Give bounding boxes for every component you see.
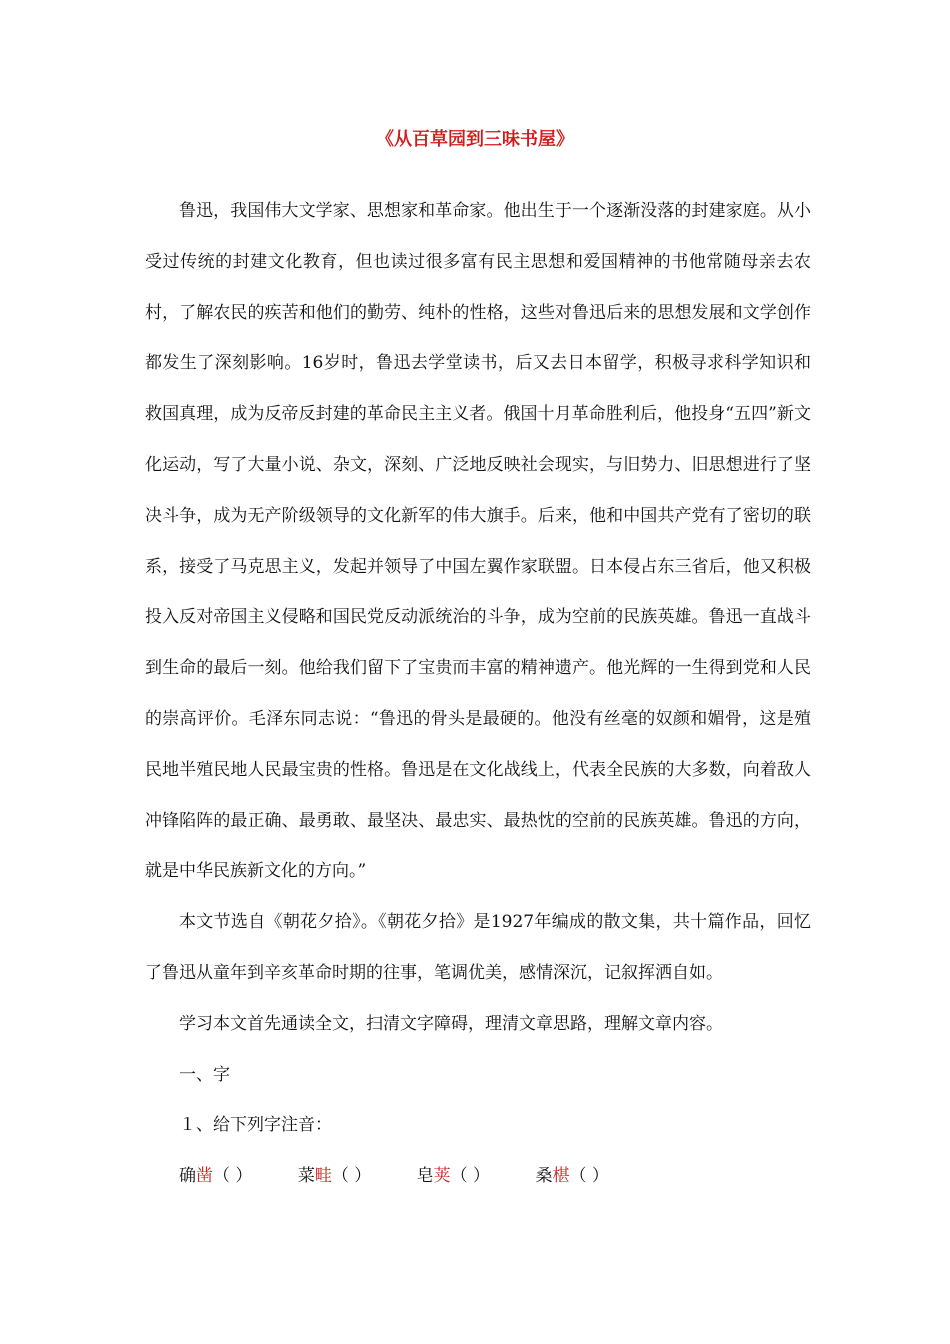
paragraph-author-bio: 鲁迅，我国伟大文学家、思想家和革命家。他出生于一个逐渐没落的封建家庭。从小受过传统的封建文化教育，但也读过很多富有民主思想和爱国精神的书他常随母亲去农村，了解农民的疾苦和他们的勤劳、纯朴的性格，这些对鲁迅后来的思想发展和文学创作都发生了深刻影响。16岁时，鲁迅去学堂读书，后又去日本留学，积极寻求科学知识和救国真理，成为反帝反封建的革命民主主义者。俄国十月革命胜利后，他投身“五四”新文化运动，写了大量小说、杂文，深刻、广泛地反映社会现实，与旧势力、旧思想进行了坚决斗争，成为无产阶级领导的文化新军的伟大旗手。后来，他和中国共产党有了密切的联系，接受了马克思主义，发起并领导了中国左翼作家联盟。日本侵占东三省后，他又积极投入反对帝国主义侵略和国民党反动派统治的斗争，成为空前的民族英雄。鲁迅一直战斗到生命的最后一刻。他给我们留下了宝贵而丰富的精神遗产。他光辉的一生得到党和人民的崇高评价。毛泽东同志说：“鲁迅的骨头是最硬的。他没有丝毫的奴颜和媚骨，这是殖民地半殖民地人民最宝贵的性格。鲁迅是在文化战线上，代表全民族的大多数，向着敌人冲锋陷阵的最正确、最勇敢、最坚决、最忠实、最热忱的空前的民族英雄。鲁迅的方向，就是中华民族新文化的方向。”	[145, 201, 811, 882]
word-list	[145, 1151, 811, 1202]
word-item	[535, 1151, 608, 1202]
paragraph-study-tip: 学习本文首先通读全文，扫清文字障碍，理清文章思路，理解文章内容。	[179, 1013, 723, 1034]
word-item	[417, 1151, 490, 1202]
document-title: 《从百草园到三味书屋》	[376, 129, 574, 150]
answer-blank: （ ）	[569, 1166, 609, 1187]
word-prefix: 皂	[416, 1166, 434, 1187]
question-1: １、给下列字注音：	[179, 1115, 332, 1136]
section-heading: 一、字	[179, 1064, 230, 1085]
word-item	[298, 1151, 371, 1202]
word-highlight: 椹	[552, 1166, 570, 1187]
answer-blank: （ ）	[450, 1166, 491, 1187]
word-highlight: 凿	[196, 1166, 213, 1187]
word-item	[179, 1151, 252, 1202]
word-highlight: 荚	[433, 1166, 451, 1187]
document-body	[145, 186, 811, 1202]
word-prefix: 确	[179, 1166, 196, 1187]
answer-blank: （ ）	[331, 1166, 372, 1187]
word-prefix: 菜	[297, 1166, 315, 1187]
answer-blank: （ ）	[213, 1166, 253, 1187]
word-prefix: 桑	[535, 1166, 553, 1187]
paragraph-source: 本文节选自《朝花夕拾》。《朝花夕拾》是1927年编成的散文集，共十篇作品，回忆了鲁迅从童年到辛亥革命时期的往事，笔调优美，感情深沉，记叙挥洒自如。	[145, 912, 811, 983]
word-highlight: 畦	[314, 1166, 332, 1187]
